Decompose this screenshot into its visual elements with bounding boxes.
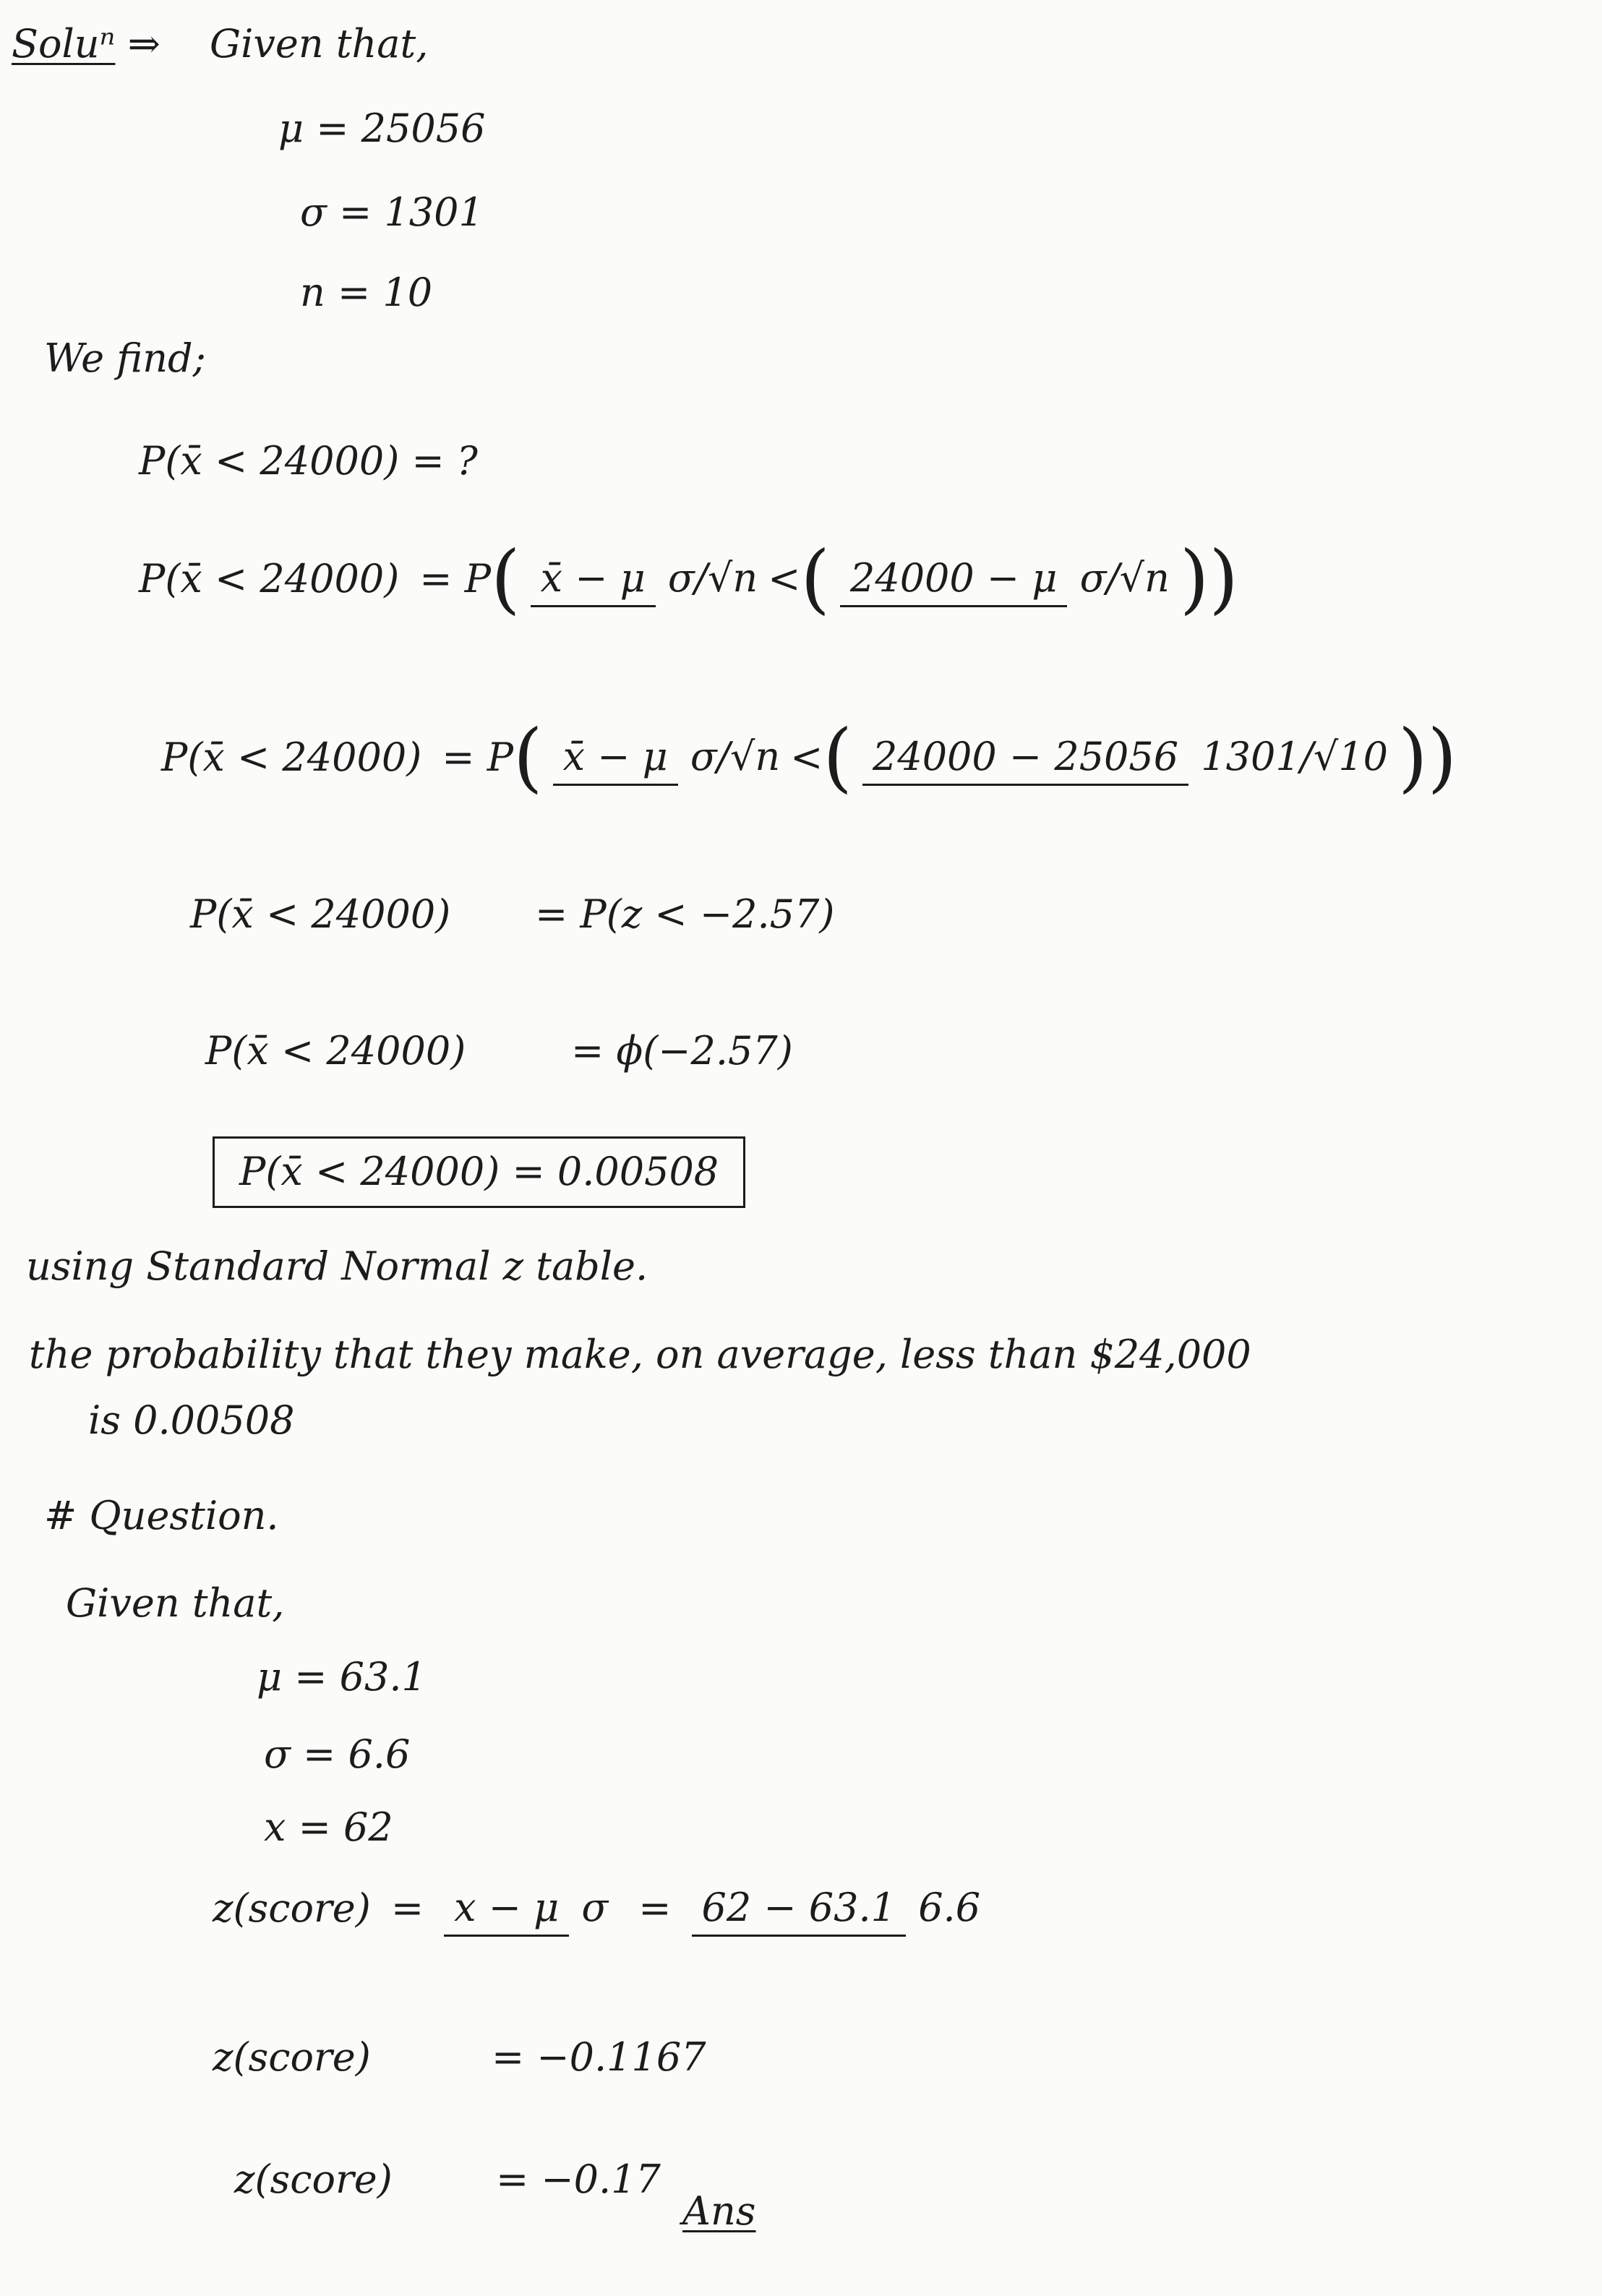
step-phi-rhs: = ϕ(−2.57)	[571, 1028, 793, 1074]
step-question: P(x̄ < 24000) = ?	[139, 438, 478, 484]
step-phi-lhs: P(x̄ < 24000)	[205, 1028, 466, 1074]
fraction-numerator: 24000 − 25056	[862, 734, 1188, 786]
fraction-denominator: 1301/√10	[1201, 733, 1389, 779]
step-lhs: P(x̄ < 24000)	[161, 734, 422, 780]
z-score-lhs: z(score)	[213, 1885, 371, 1931]
given-that-heading: Given that,	[210, 21, 429, 67]
fraction-numerator: 24000 − μ	[840, 555, 1067, 607]
step-z-rhs: = P(z < −2.57)	[535, 891, 835, 937]
question-mu: μ = 63.1	[257, 1654, 427, 1700]
equals-p: = P	[442, 734, 514, 780]
we-find-label: We find;	[44, 335, 206, 381]
close-paren: ))	[1179, 534, 1239, 622]
fraction-numerator: 62 − 63.1	[692, 1885, 907, 1937]
open-paren: (	[800, 534, 830, 622]
fraction-denominator: σ	[581, 1885, 609, 1931]
given-mu: μ = 25056	[278, 106, 486, 151]
fraction-denominator: σ/√n	[667, 554, 758, 601]
open-paren: (	[823, 713, 852, 801]
fraction-values	[692, 1885, 981, 1930]
fraction-denominator: 6.6	[918, 1885, 981, 1931]
fraction-denominator: σ/√n	[690, 733, 781, 779]
open-paren: (	[513, 713, 543, 801]
given-sigma: σ = 1301	[300, 189, 484, 235]
less-than: <	[790, 734, 823, 780]
step-substitute-values	[161, 713, 1457, 801]
question-sigma: σ = 6.6	[264, 1731, 411, 1777]
note-answer: is 0.00508	[88, 1397, 295, 1443]
z-score-rounded: = −0.17	[496, 2156, 661, 2202]
fraction-bound	[862, 734, 1388, 779]
implies-arrow: ⇒	[127, 21, 160, 67]
less-than: <	[768, 555, 801, 601]
open-paren: (	[491, 534, 521, 622]
fraction-numerator: x − μ	[444, 1885, 569, 1937]
equals-sign: =	[390, 1885, 424, 1931]
solution-label: Soluⁿ	[12, 21, 116, 67]
step-lhs: P(x̄ < 24000)	[139, 555, 400, 601]
step-z-lhs: P(x̄ < 24000)	[190, 891, 451, 937]
question-given: Given that,	[66, 1580, 285, 1626]
equals-p: = P	[419, 555, 492, 601]
fraction-numerator: x̄ − μ	[553, 734, 678, 786]
z-score-lhs: z(score)	[213, 2034, 371, 2080]
question-x: x = 62	[264, 1804, 393, 1850]
z-score-formula	[213, 1885, 990, 1931]
boxed-result: P(x̄ < 24000) = 0.00508	[213, 1136, 745, 1208]
fraction-z	[553, 734, 781, 779]
step-standardize-formula	[139, 534, 1239, 622]
fraction-denominator: σ/√n	[1079, 554, 1170, 601]
close-paren: ))	[1398, 713, 1457, 801]
fraction-numerator: x̄ − μ	[531, 555, 656, 607]
question-heading: # Question.	[44, 1493, 279, 1538]
fraction-bound	[840, 556, 1170, 601]
equals-sign: =	[638, 1885, 672, 1931]
note-table: using Standard Normal z table.	[26, 1243, 648, 1289]
given-n: n = 10	[300, 270, 433, 315]
z-score-lhs: z(score)	[234, 2156, 393, 2202]
note-conclusion: the probability that they make, on average, less than $24,000	[29, 1332, 1251, 1377]
z-score-value: = −0.1167	[492, 2034, 706, 2080]
fraction-formula	[444, 1885, 608, 1930]
fraction-z	[531, 556, 758, 601]
answer-label: Ans	[682, 2188, 756, 2234]
solution-heading	[12, 21, 160, 68]
